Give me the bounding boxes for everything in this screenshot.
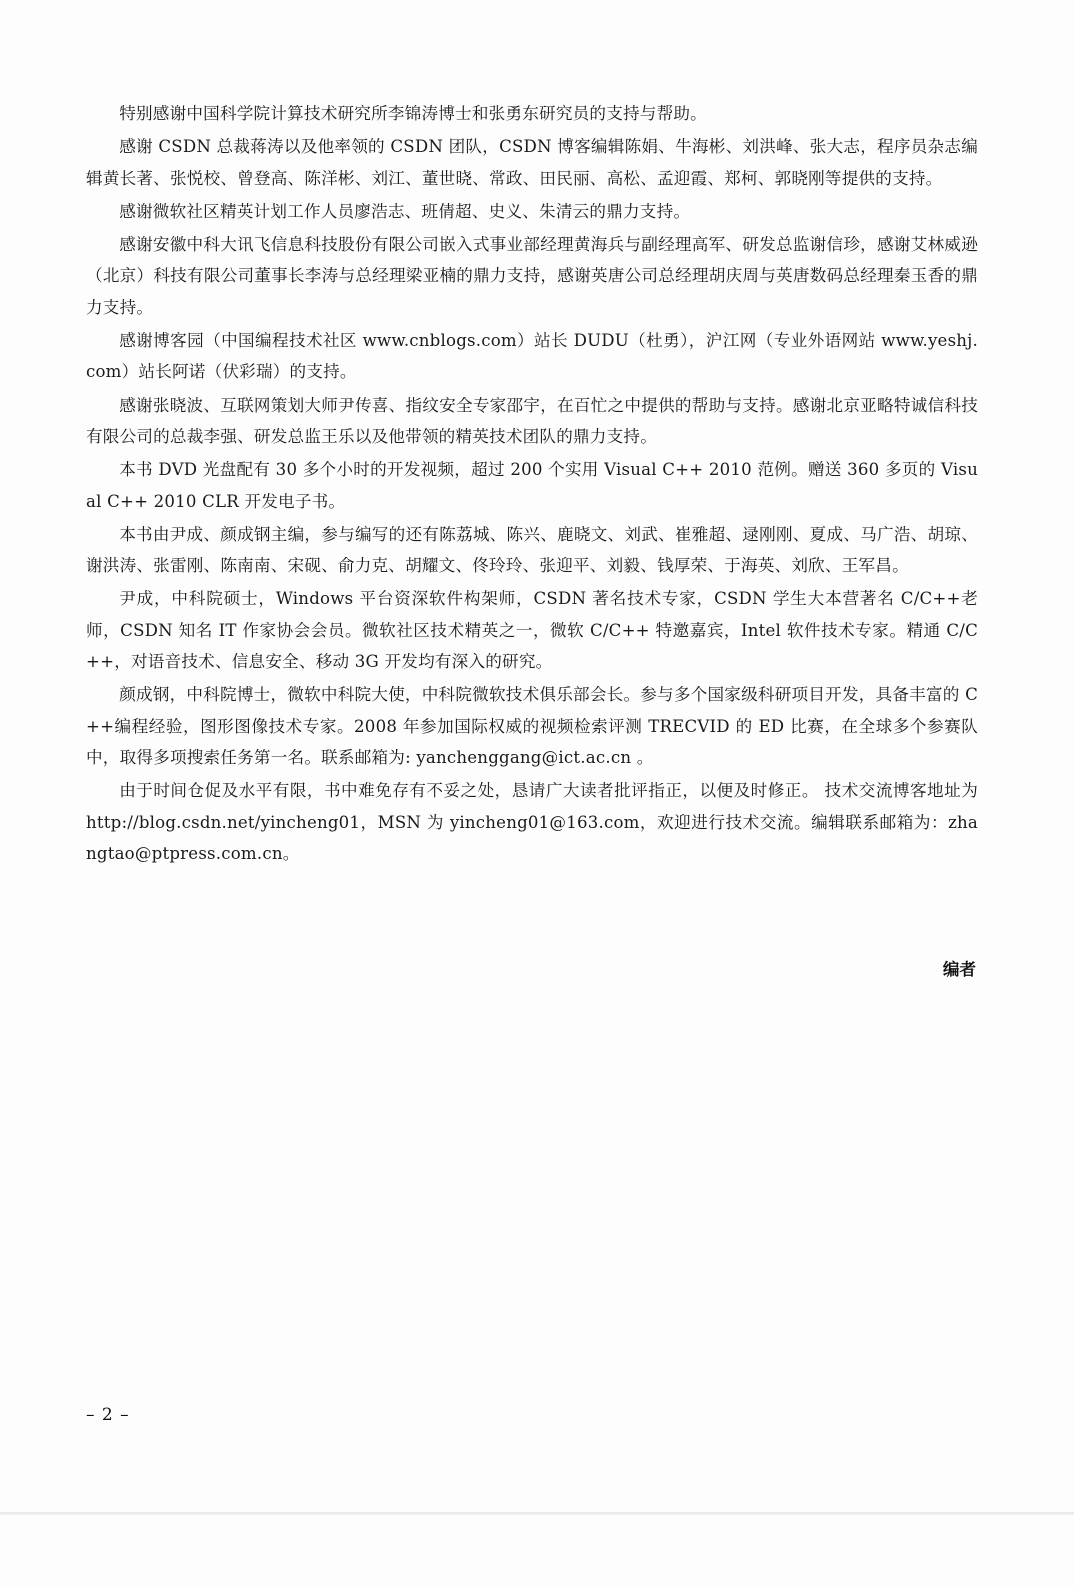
paragraph-thanks-ict: 特别感谢中国科学院计算技术研究所李锦涛博士和张勇东研究员的支持与帮助。 [119,104,707,123]
paragraph-dvd-info: 本书 DVD 光盘配有 30 多个小时的开发视频，超过 200 个实用 Visual C++ 2010 范例。赠送 360 多页的 Visual C++ 2010 CLR 开发电子书。 [86,460,978,511]
paragraph-thanks-microsoft-community: 感谢微软社区精英计划工作人员廖浩志、班倩超、史义、朱清云的鼎力支持。 [119,201,691,221]
paragraph-thanks-iflytek: 感谢安徽中科大讯飞信息科技股份有限公司嵌入式事业部经理黄海兵与副经理高军、研发总监谢信珍，感谢艾林威逊（北京）科技有限公司董事长李涛与总经理梁亚楠的鼎力支持，感谢英唐公司总经理胡庆周与英唐数码总经理秦玉香的鼎力支持。 [86,235,978,317]
paragraph-author-yanchenggang: 颜成钢，中科院博士，微软中科院大使，中科院微软技术俱乐部会长。参与多个国家级科研项目开发，具备丰富的 C++编程经验，图形图像技术专家。2008 年参加国际权威的视频检索评测 TRECVID 的 ED 比赛，在全球多个参赛队中，取得多项搜索任务第一名。联系邮箱为: yanchenggang@ict.ac.cn 。 [86,685,978,767]
paragraph-contact-info: 由于时间仓促及水平有限，书中难免存有不妥之处，恳请广大读者批评指正，以便及时修正。 技术交流博客地址为 http://blog.csdn.net/yincheng01，MSN 为 yincheng01@163.com，欢迎进行技术交流。编辑联系邮箱为：zhangtao@ptpress.com.cn。 [86,781,978,863]
scan-edge-divider [0,1512,1074,1515]
paragraph-author-yincheng: 尹成，中科院硕士，Windows 平台资深软件构架师，CSDN 著名技术专家，CSDN 学生大本营著名 C/C++老师，CSDN 知名 IT 作家协会会员。微软社区技术精英之一，微软 C/C++ 特邀嘉宾，Intel 软件技术专家。精通 C/C++，对语音技术、信息安全、移动 3G 开发均有深入的研究。 [86,589,978,672]
page-number: – 2 – [86,1405,130,1425]
editor-signature: 编者 [942,960,976,979]
paragraph-thanks-experts: 感谢张晓波、互联网策划大师尹传喜、指纹安全专家邵宇，在百忙之中提供的帮助与支持。感谢北京亚略特诚信科技有限公司的总裁李强、研发总监王乐以及他带领的精英技术团队的鼎力支持。 [86,395,978,446]
paragraph-thanks-cnblogs: 感谢博客园（中国编程技术社区 www.cnblogs.com）站长 DUDU（杜勇），沪江网（专业外语网站 www.yeshj.com）站长阿诺（伏彩瑞）的支持。 [86,331,978,382]
acknowledgements-body [86,98,978,871]
paragraph-thanks-csdn: 感谢 CSDN 总裁蒋涛以及他率领的 CSDN 团队，CSDN 博客编辑陈娟、牛海彬、刘洪峰、张大志，程序员杂志编辑黄长著、张悦校、曾登高、陈洋彬、刘江、董世晓、常政、田民丽、高松、孟迎霞、郑柯、郭晓刚等提供的支持。 [86,137,978,188]
paragraph-authors-list: 本书由尹成、颜成钢主编，参与编写的还有陈荔城、陈兴、鹿晓文、刘武、崔雅超、逯刚刚、夏成、马广浩、胡琼、谢洪涛、张雷刚、陈南南、宋砚、俞力克、胡耀文、佟玲玲、张迎平、刘毅、钱厚荣、于海英、刘欣、王军昌。 [86,524,978,576]
